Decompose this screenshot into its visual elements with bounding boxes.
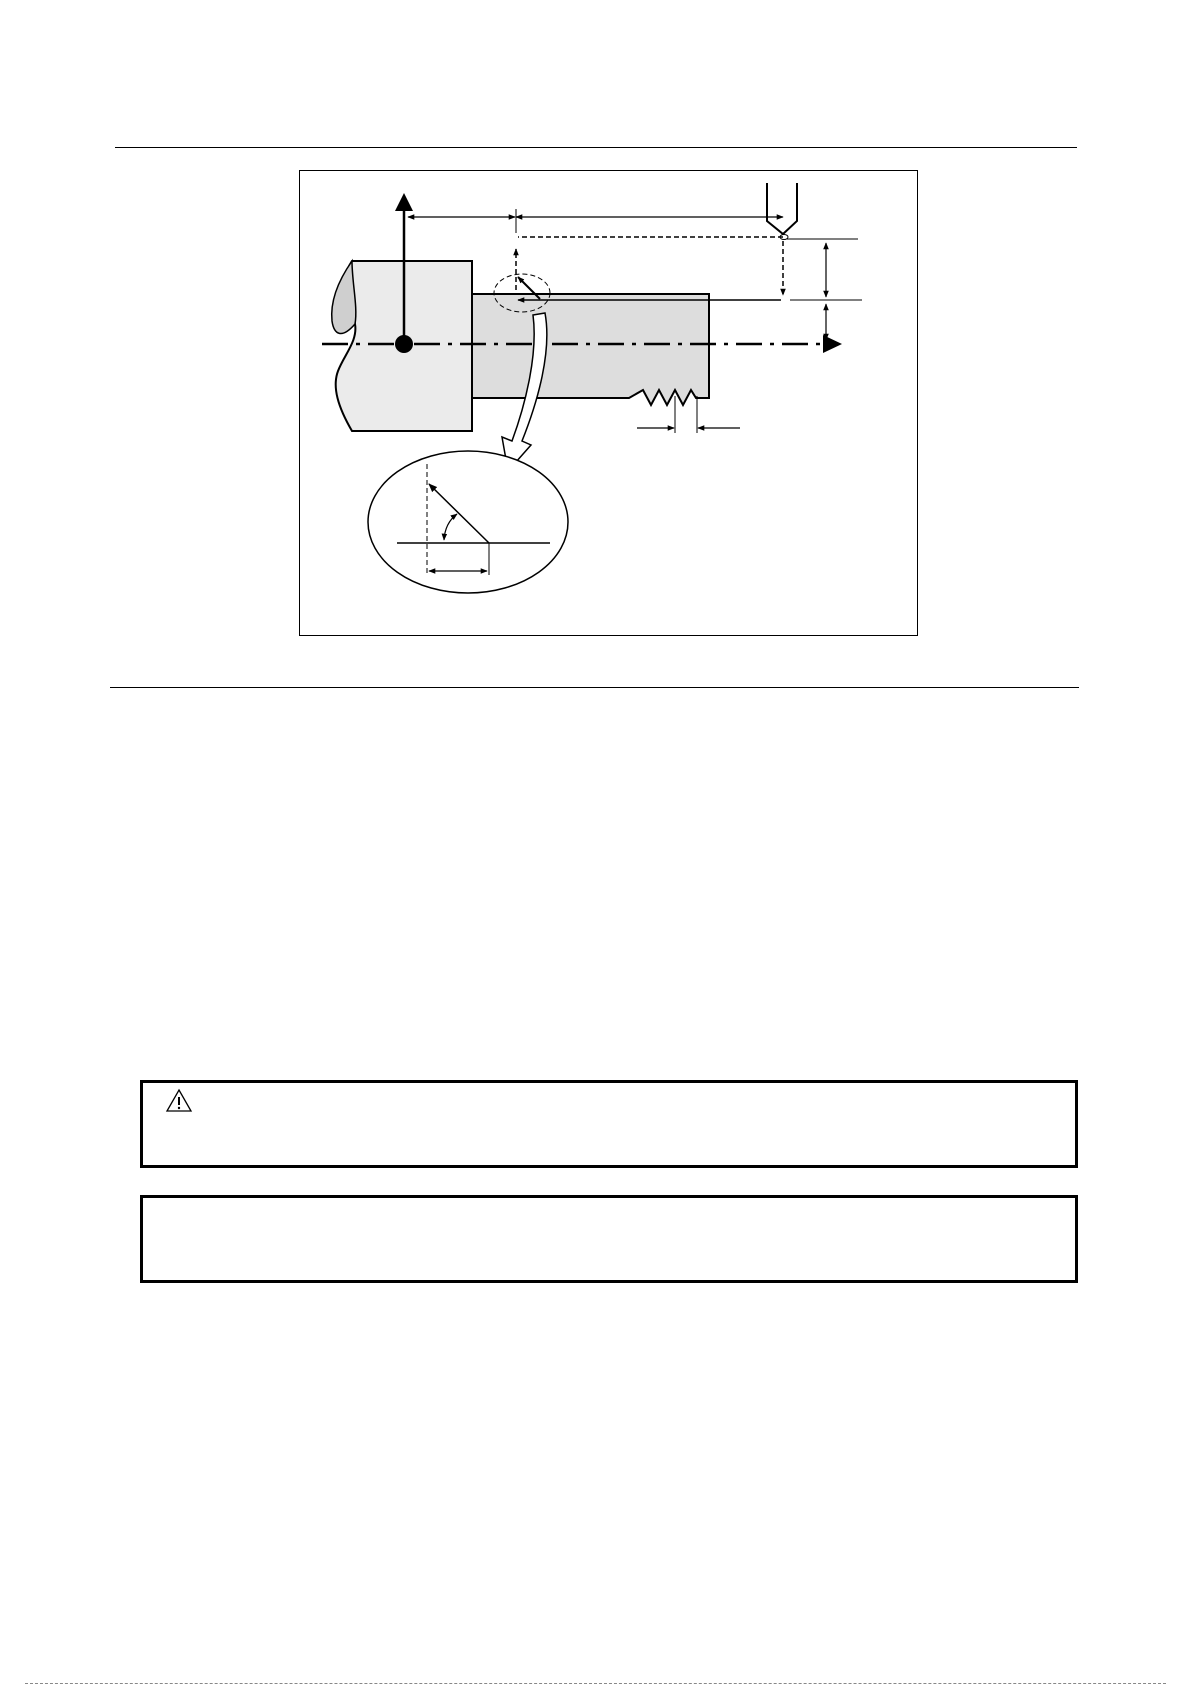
threading-cycle-diagram [300,171,919,637]
workpiece-break-shading [332,261,356,334]
header-rule [115,147,1077,148]
warning-triangle-icon [165,1088,193,1114]
x-axis-arrowhead [395,193,413,211]
threaded-section [472,294,709,405]
figure-bottom-rule [110,687,1079,688]
workpiece-origin [395,335,413,353]
caution-box [140,1080,1078,1168]
figure-frame [299,170,918,636]
threading-tool [767,183,797,234]
note-box [140,1195,1078,1283]
footer-rule [25,1683,1166,1684]
